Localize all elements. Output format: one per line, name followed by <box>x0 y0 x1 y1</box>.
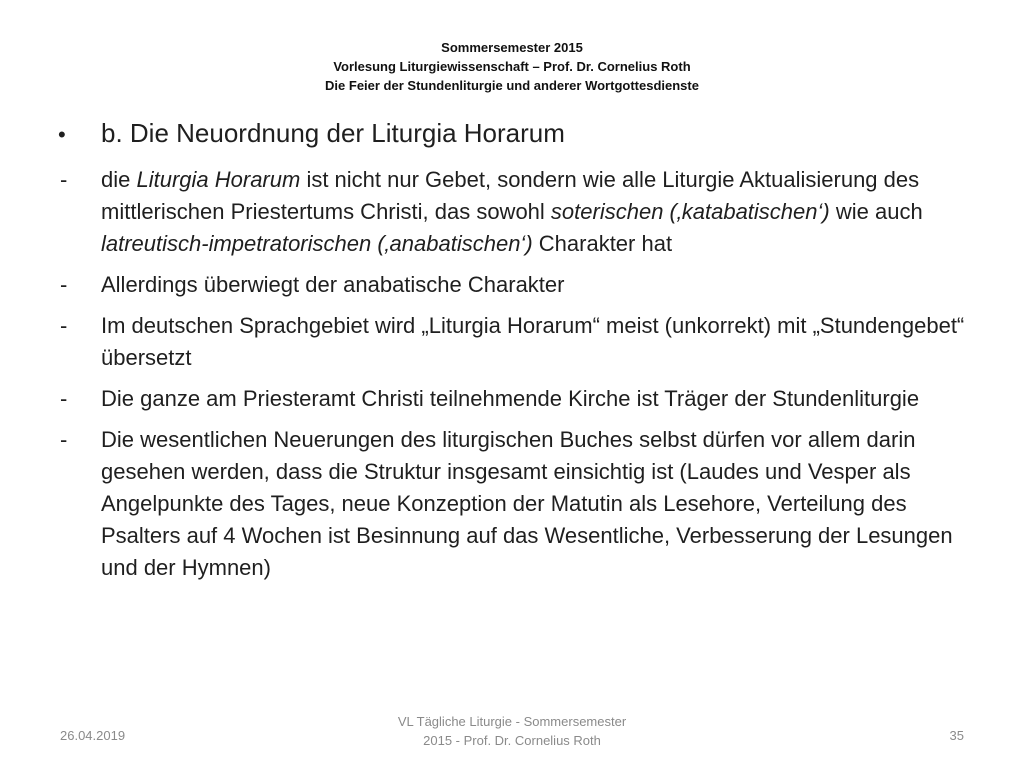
footer-title <box>352 712 672 750</box>
list-item <box>58 269 968 301</box>
header-semester: Sommersemester 2015 <box>441 40 583 55</box>
dash-marker: - <box>60 313 68 338</box>
italic-run: soterischen (‚katabatischen‘) <box>550 199 830 224</box>
text-run: wie auch <box>829 199 923 224</box>
list-item <box>58 383 968 415</box>
list-item-text: Die ganze am Priesteramt Christi teilnehmende Kirche ist Träger der Stundenliturgie <box>101 386 920 411</box>
italic-run: latreutisch-impetratorischen (‚anabatischen‘) <box>101 231 533 256</box>
list-item <box>58 164 968 260</box>
text-run: ist nicht nur Gebet, sondern wie alle Liturgie Aktualisierung des mittlerischen Priestertums Christi, das sowohl <box>101 167 920 224</box>
slide-content <box>58 116 968 593</box>
italic-run: Liturgia Horarum <box>136 167 301 192</box>
text-run: Charakter hat <box>532 231 673 256</box>
list-item-text: Die wesentlichen Neuerungen des liturgischen Buches selbst dürfen vor allem darin gesehen werden, dass die Struktur insgesamt einsichtig ist (Laudes und Vesper als Angelpunkte des Tages, neue Konzeption der Matutin als Lesehore, Verteilung des Psalters auf 4 Wochen ist Besinnung auf das Wesentliche, Verbesserung der Lesungen und der Hymnen) <box>101 427 953 580</box>
main-bullet <box>58 116 968 152</box>
footer-title-line1: VL Tägliche Liturgie - Sommersemester <box>397 714 627 729</box>
bullet-dot-icon: • <box>58 122 66 147</box>
list-item <box>58 424 968 584</box>
dash-marker: - <box>60 167 68 192</box>
header-topic: Die Feier der Stundenliturgie und anderer Wortgottesdienste <box>325 78 699 93</box>
text-run: die <box>101 167 137 192</box>
page-number: 35 <box>949 728 964 743</box>
list-item-text: Im deutschen Sprachgebiet wird „Liturgia Horarum“ meist (unkorrekt) mit „Stundengebet“ übersetzt <box>101 313 965 370</box>
list-item <box>58 310 968 374</box>
dash-marker: - <box>60 427 68 452</box>
list-item-text <box>101 164 968 260</box>
slide-header <box>0 38 1024 95</box>
dash-marker: - <box>60 386 68 411</box>
footer-date: 26.04.2019 <box>60 728 126 743</box>
list-item-text: Allerdings überwiegt der anabatische Charakter <box>101 272 565 297</box>
footer-title-line2: 2015 - Prof. Dr. Cornelius Roth <box>423 733 601 748</box>
header-lecture: Vorlesung Liturgiewissenschaft – Prof. Dr. Cornelius Roth <box>333 59 691 74</box>
dash-marker: - <box>60 272 68 297</box>
main-bullet-text: b. Die Neuordnung der Liturgia Horarum <box>101 118 565 148</box>
